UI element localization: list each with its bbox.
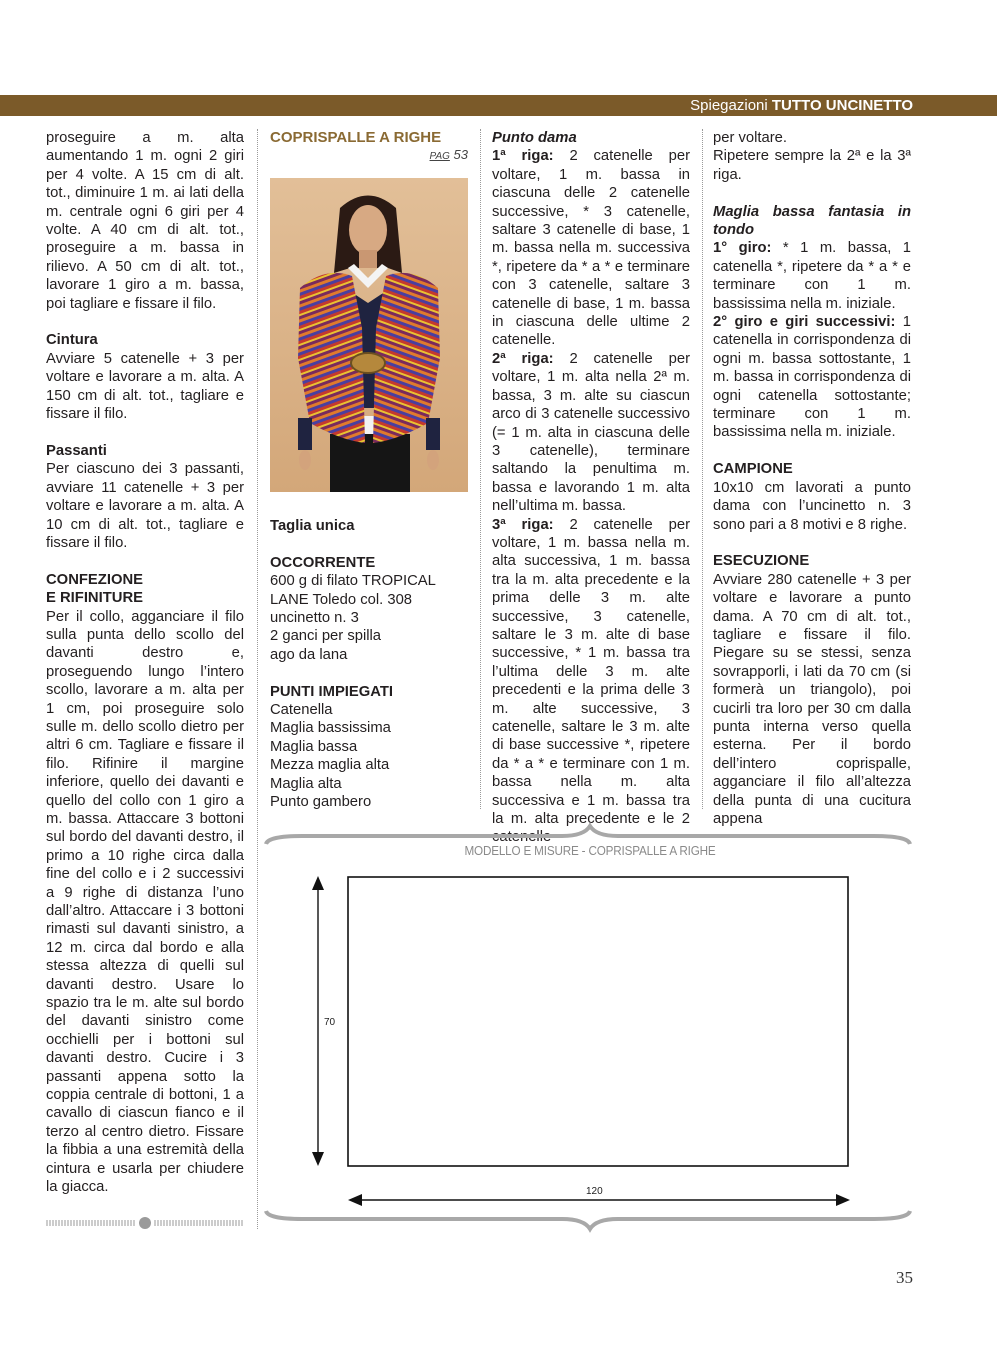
campione-text: 10x10 cm lavorati a punto dama con l’uncinetto n. 3 sono pari a 8 motivi e 8 righe. [713, 479, 911, 533]
panel-rectangle [348, 877, 848, 1166]
project-title: COPRISPALLE A RIGHE [270, 129, 442, 146]
pag-label: PAG [429, 151, 450, 162]
giro-1-text: * 1 m. bassa, 1 catenella *, ripetere da * a * e terminare con 1 m. bassissima nella m. iniziale. [713, 240, 911, 312]
riga-1-label: 1ª riga: [492, 148, 554, 165]
campione-heading: CAMPIONE [713, 461, 793, 478]
punti-item: Mezza maglia alta [270, 757, 390, 774]
passanti-heading: Passanti [46, 442, 107, 459]
repeat-text: Ripetere sempre la 2ª e la 3ª riga. [713, 148, 911, 183]
punti-item: Maglia alta [270, 775, 342, 792]
intro-text: proseguire a m. alta aumentando 1 m. ogni 2 giri per 4 volte. A 15 cm di alt. tot., diminuire 1 m. ai lati della m. centrale ogni 6 giri per 4 volte. A 40 cm di alt. tot., proseguire a m. bassa in rilievo. A 50 cm di alt. tot., lavorare 1 giro a m. bassa, poi tagliare e fissare il filo. [46, 130, 244, 312]
header-bar [0, 95, 997, 116]
width-label: 120 [586, 1186, 603, 1197]
column-separator [480, 129, 481, 809]
page-progress-ruler [45, 1217, 245, 1229]
occorrente-item: uncinetto n. 3 [270, 610, 359, 627]
punti-item: Catenella [270, 702, 333, 719]
column-separator [702, 129, 703, 809]
continued-text: per voltare. [713, 130, 788, 146]
confezione-heading-2: E RIFINITURE [46, 590, 144, 607]
cintura-text: Avviare 5 catenelle + 3 per voltare e lavorare a m. alta. A 150 cm di alt. tot., tagliare e fissare il filo. [46, 350, 244, 423]
punto-dama-heading: Punto dama [492, 130, 577, 146]
riga-3-label: 3ª riga: [492, 516, 554, 533]
punti-item: Maglia bassissima [270, 720, 391, 737]
height-label: 70 [324, 1017, 336, 1028]
giro-2-text: 1 catenella in corrispondenza di ogni m. bassa sottostante, 1 m. bassa in corrispondenza di ogni catenella sottostante; terminare con 1 m. bassissima nella m. iniziale. [713, 314, 911, 441]
column-2 [270, 129, 468, 165]
occorrente-item: 600 g di filato TROPICAL LANE Toledo col. 308 [270, 573, 436, 608]
column-4 [713, 129, 911, 828]
esecuzione-text: Avviare 280 catenelle + 3 per voltare e lavorare a punto dama. A 70 cm di alt. tot., tagliare e fissare il filo. Piegare su se stessi, senza sovrapporli, i lati da 70 cm (si formerà un triangolo), poi cucirli tra loro per 30 cm dalla punta interna verso quella esterna. Per il bordo dell’intero coprispalle, agganciare il filo all’altezza della punta di una cucitura appena [713, 571, 911, 827]
page-reference [270, 147, 468, 165]
riga-2-text: 2 catenelle per voltare, 1 m. alta nella 2ª m. bassa, 3 m. alte su ciascun arco di 3 catenelle successivo (= 1 m. alta in ciascuna delle 3 catenelle), terminare saltando la penultima m. bassa e lavorando 1 m. alta nell’ultima m. bassa. [492, 350, 690, 515]
header-text [690, 95, 913, 116]
column-3 [492, 129, 690, 847]
occorrente-item: ago da lana [270, 646, 348, 663]
model-photo [270, 178, 468, 492]
maglia-bassa-heading: Maglia bassa fantasia in tondo [713, 203, 911, 239]
size-label: Taglia unica [270, 518, 355, 534]
riga-2 [492, 350, 690, 516]
occorrente-item: 2 ganci per spilla [270, 628, 382, 645]
punti-item: Punto gambero [270, 794, 372, 811]
passanti-text: Per ciascuno dei 3 passanti, avviare 11 catenelle + 3 per voltare e lavorare a m. alta. A 10 cm di alt. tot., tagliare e fissare il filo. [46, 461, 244, 551]
riga-2-label: 2ª riga: [492, 350, 554, 367]
giro-2 [713, 313, 911, 442]
column-1 [46, 129, 244, 1197]
giro-2-label: 2° giro e giri successivi: [713, 314, 896, 331]
size-diagram [300, 870, 870, 1210]
column-separator [257, 129, 258, 1229]
pag-number: 53 [453, 147, 468, 162]
esecuzione-heading: ESECUZIONE [713, 553, 810, 570]
riga-3 [492, 516, 690, 847]
confezione-text: Per il collo, agganciare il filo sulla punta dello scollo del davanti destro e, proseguendo lungo l’intero scollo, lavorare a m. alta per 1 cm, poi proseguire solo sulle m. dello scollo dietro per altri 6 cm. Tagliare e fissare il filo. Rifinire il margine inferiore, quello dei davanti e quello del collo con 1 giro a m. bassa. Attaccare 3 bottoni sul bordo del davanti destro, il primo a 10 righe circa dalla fine del collo e i 2 successivi a 9 righe di distanza l’uno dall’altro. Attaccare i 3 bottoni rimasti sul davanti sinistro, a 12 m. circa dal bordo e alla stessa altezza di quelli sul davanti destro. Usare lo spazio tra le m. alte sul bordo del davanti sinistro come occhielli per i bottoni sul davanti destro. Cucire i 3 passanti appena sotto la coppia centrale di bottoni, 1 a cavallo di ciascun fianco e il terzo al centro dietro. Fissare la fibbia a una estremità della cintura e usarla per chiudere la giacca. [46, 608, 244, 1196]
riga-1 [492, 147, 690, 349]
riga-1-text: 2 catenelle per voltare, 1 m. bassa in ciascuna delle 2 catenelle successive, * 3 catenelle, saltare 3 catenelle di base, 1 m. bassa nella m. successiva *, ripetere da * a * e terminare con 3 catenelle, saltare 3 catenelle di base, 1 m. bassa in ciascuna delle ultime 2 catenelle. [492, 148, 690, 349]
punti-item: Maglia bassa [270, 738, 358, 755]
riga-3-text: 2 catenelle per voltare, 1 m. bassa nella m. alta successiva, 1 m. bassa tra la m. alta precedente e la prima delle 3 m. alte successive, 3 catenelle, saltare le 3 m. alte di base successive, * 1 m. bassa tra l’ultima delle 3 m. alte precedenti e la prima delle 3 m. alte successive, 3 catenelle, saltare le 3 m. alte di base successive *, ripetere da * a * e terminare con 1 m. bassa nella m. alta successiva e 1 m. bassa tra la m. alta precedente e le 2 catenelle [492, 516, 690, 846]
giro-1 [713, 239, 911, 313]
occorrente-heading: OCCORRENTE [270, 554, 376, 571]
page-number: 35 [896, 1268, 913, 1287]
header-magazine: TUTTO UNCINETTO [771, 97, 913, 114]
confezione-heading-1: CONFEZIONE [46, 571, 144, 588]
diagram-title: MODELLO E MISURE - COPRISPALLE A RIGHE [464, 843, 716, 858]
cintura-heading: Cintura [46, 332, 98, 349]
punti-heading: PUNTI IMPIEGATI [270, 683, 394, 700]
header-section: Spiegazioni [690, 97, 768, 114]
column-2-lower [270, 517, 468, 811]
model-photo-illustration [270, 178, 468, 492]
giro-1-label: 1° giro: [713, 240, 772, 257]
